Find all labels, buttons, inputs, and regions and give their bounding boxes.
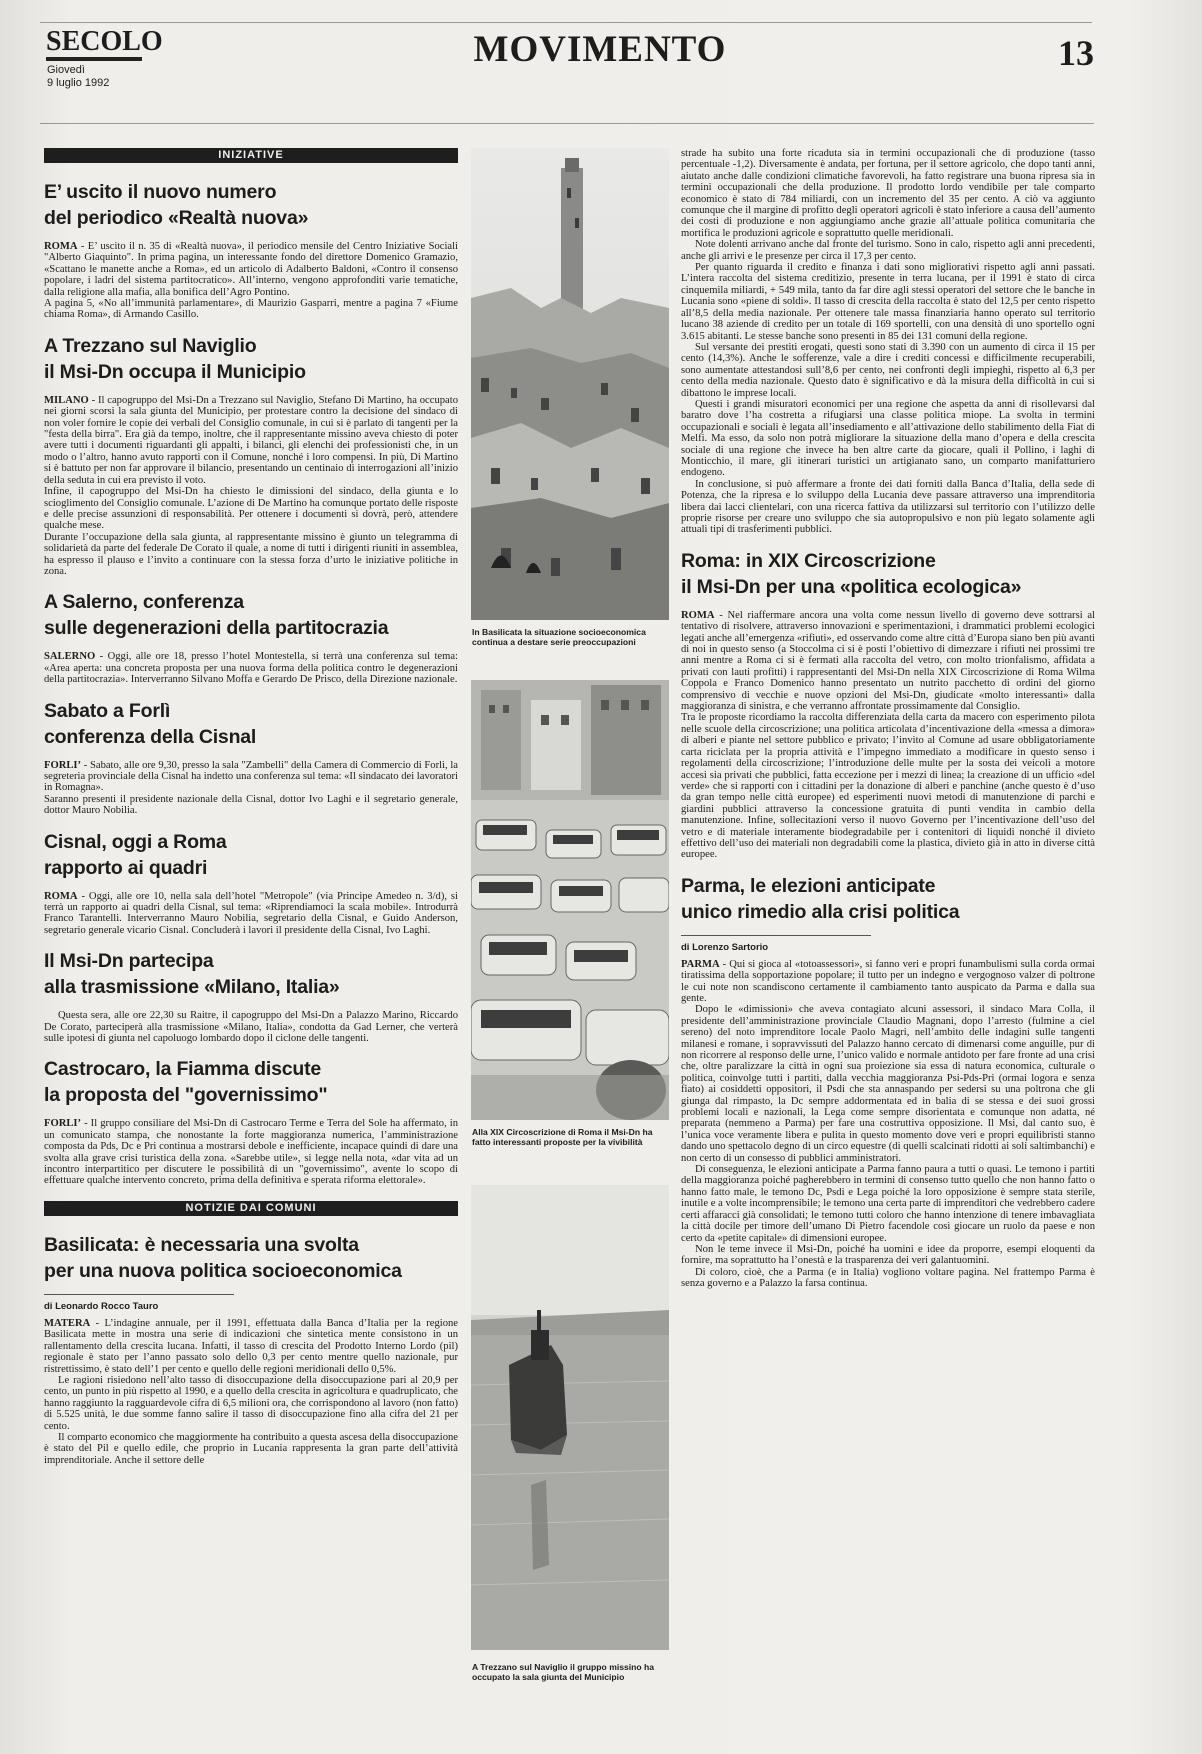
photo-basilicata — [471, 148, 669, 620]
article-roma-circoscrizione — [681, 548, 1095, 861]
headline-line: Castrocaro, la Fiamma discute — [44, 1058, 322, 1081]
dateline: ROMA — [44, 241, 78, 252]
issue-date: 9 luglio 1992 — [47, 77, 110, 89]
article-headline — [44, 1056, 458, 1108]
article-text: - Oggi, alle ore 10, nella sala dell’hotel "Metropole" (via Principe Amedeo n. 3/d), si terrà un rapporto ai quadri della Cisnal, sul tema: «Riprendiamoci la scala mobile». Introdurrà Franco Tarantelli. Interverranno Mauro Nobilia, segretario della Cisnal, e Guido Anderson, segretario generale vicario Cisnal. Concluderà i lavori il presidente della Cisnal, Ivo Laghi. — [44, 890, 458, 936]
article-text: Questa sera, alle ore 22,30 su Raitre, il capogruppo del Msi-Dn a Palazzo Marino, Riccardo De Corato, parteciperà alla trasmissione «Milano, Italia», condotta da Gad Lerner, che verterà sulle ipotesi di giunta nel capoluogo lombardo dopo il ciclone delle tangenti. — [44, 1010, 458, 1045]
article-milano-italia — [44, 948, 458, 1044]
article-body — [681, 959, 1095, 1290]
headline-line: del periodico «Realtà nuova» — [44, 207, 309, 229]
article-body — [44, 760, 458, 817]
dateline: MILANO — [44, 394, 89, 406]
article-headline — [681, 548, 1095, 600]
article-text: - Nel riaffermare ancora una volta come nessun livello di governo deve sottrarsi al tentativo di risolvere, attraverso innovazioni e sperimentazioni, i drammatici problemi ecologici legati anche all’emergenza «rifiuti», ed osservando come altre città d’Europa siano ben più avanti di noi in questo senso (a Stoccolma ci si è posti l’obiettivo di dimezzare i rifiuti nei prossimi tre anni mentre a Roma ci si è fermati alla raccolta del vetro, con molto trionfalismo, affidata a privati con lauti profitti) i rappresentanti del Msi-Dn nella XIX Circoscrizione di Roma Wilma Coppola e Franco Domenico hanno presentato un nutrito pacchetto di ordini del giorno comprensivo di vecchie e nuove opzioni del Msi-Dn, giudicate «molto interessanti» dalla maggioranza di sinistra, e che verranno affrontate prossimamente dal Consiglio. — [681, 609, 1095, 713]
frame-top-rule — [40, 123, 1094, 124]
headline-line: il Msi-Dn occupa il Municipio — [44, 360, 306, 383]
article-text: Per quanto riguarda il credito e finanza i dati sono migliorativi rispetto agli anni passati. L’intera raccolta del sistema creditizio, presente in terra lucana, per il 1991 è stato di circa cinquemila miliardi, + 549 mila, tanto da far dire agli stessi operatori del settore che le banche in Lucania sono «piene di soldi». Il tasso di crescita della raccolta è stato del 12,5 per cento rispetto all’8,5 della media nazionale. Per ottenere tale massa finanziaria hanno operato sul territorio lucano 38 aziende di credito per un totale di 169 sportelli, con una densità di uno sportello ogni 3.615 abitanti. Le stesse banche sono presenti in 85 dei 131 comuni della regione. — [681, 262, 1095, 342]
article-text: Non le teme invece il Msi-Dn, poiché ha uomini e idee da proporre, esempi eloquenti da fornire, ma soprattutto ha l’onestà e la trasparenza dei veri galantuomini. — [681, 1243, 1095, 1267]
photo-caption: Alla XIX Circoscrizione di Roma il Msi-Dn ha fatto interessanti proposte per la vivibilità — [472, 1127, 653, 1147]
photo-caption: In Basilicata la situazione socioeconomica continua a destare serie preoccupazioni — [472, 627, 646, 647]
article-text: - L’indagine annuale, per il 1991, effettuata dalla Banca d’Italia per la regione Basilicata mette in mostra una serie di indicazioni che sintetica mente consistono in un rallentamento della crescita lucana. Infatti, il tasso di crescita del Prodotto Interno Lordo (pil) regionale è stato per l’anno passato solo dello 0,3 per cento mentre quello nazionale, pur ristrettissimo, è stato dell’1 per cento e quello delle regioni meridionali dello 0,5%. — [44, 1317, 458, 1375]
dateline: ROMA — [44, 890, 78, 902]
left-column — [44, 148, 458, 1478]
dateline: MATERA — [44, 1317, 91, 1329]
photo-roma-traffic — [471, 680, 669, 1120]
headline-line: sulle degenerazioni della partitocrazia — [44, 617, 389, 640]
article-cisnal-roma — [44, 829, 458, 937]
article-basilicata-continued — [681, 148, 1095, 536]
dateline: PARMA — [681, 958, 720, 970]
parked-cars-image — [471, 680, 669, 1120]
article-text: Note dolenti arrivano anche dal fronte del turismo. Sono in calo, rispetto agli anni precedenti, anche gli arrivi e le presenze per circa il 17,3 per cento. — [681, 239, 1095, 262]
headline-line: Basilicata: è necessaria una svolta — [44, 1233, 359, 1256]
article-headline — [44, 829, 458, 881]
article-text: Durante l’occupazione della sala giunta, al rappresentante missino è giunto un telegramma di solidarietà da parte del federale De Corato il quale, a nome di tutti i dirigenti riuniti in assemblea, ha espresso il plauso e l’invito a continuare con la stessa forza d’urto le iniziative politiche in zona. — [44, 531, 458, 577]
hilltown-image — [471, 148, 669, 620]
dateline: ROMA — [681, 609, 715, 621]
article-text: Tra le proposte ricordiamo la raccolta differenziata della carta da macero con esperimento pilota nelle scuole della circoscrizione; una politica articolata d’incentivazione della «messa a dimora» di alberi e piante nel settore pubblico e privato; l’invito al Comune ad usare obbligatoriamente carta riciclata per la propria attività e l’impegno immediato a modificare in questo senso i regolamenti della circoscrizione; l’introduzione delle multe per la sosta dei veicoli a motore accesi sia privati che pubblici, fatta eccezione per i mezzi di linea; la creazione di un ufficio «del verde» che si rapporti con i cittadini per la donazione di alberi e panchine (anche questo è d’uso da gran tempo nelle città europee) ed esperimenti nuovi metodi di manutenzione di parchi e giardini pubblici attraverso la concessione gratuita di punti vendita in cambio della manutenzione. Infine, sollecitazioni verso il nuovo Governo per l’incentivazione dell’uso del vetro e di materiale interamente biodegradabile per i contenitori di liquidi nonché il divieto effettivo dell’uso dei materiali non degradabili come la plastica, divieto già in atto in diverse città europee. — [681, 712, 1095, 861]
article-text: Dopo le «dimissioni» che aveva contagiato alcuni assessori, il sindaco Mara Colla, il presidente dell’amministrazione provinciale Claudio Magnani, dopo l’arresto (fulmine a ciel sereno) del noto imprenditore locale Paolo Magri, nell’ambito delle indagini sulle tangenti milanesi e romane, i sopravvissuti del Palazzo hanno cercato di dimenarsi come anguille, pur di non ricorrere al responso delle urne, l’unico valido e normale antidoto per fare fronte ad una crisi che, oltre paralizzare la città in ogni sua proiezione sia essa di natura economica, culturale o politica, coinvolge tutti i partiti, dalla vecchia maggioranza Psi-Pds-Pri (ormai logora e senza fiato) ai cosiddetti oppositori, il Psdi che sta annaspando per sedersi su una poltrona che gli giunga dal rimpasto, la Dc sempre addormentata ed in balia di se stessa e dei suoi grossi problemi locali e nazionali, la Lega come sempre disorientata e comunque non adatta, né preparata (nemmeno a Parma) per fare una costruttiva opposizione. Il Msi, dal canto suo, è l’unica voce veramente libera e pulita in questo momento dove veri e propri equilibristi stanno dando uno spettacolo degno di un circo equestre (di quelli scalcinati ridotti ai soli saltimbanchi) e non certo di un consesso di pubblici amministratori. — [681, 1004, 1095, 1164]
article-basilicata — [44, 1232, 458, 1466]
page-number: 13 — [1058, 33, 1094, 73]
headline-line: unico rimedio alla crisi politica — [681, 900, 960, 923]
headline-line: Parma, le elezioni anticipate — [681, 874, 936, 897]
article-parma — [681, 873, 1095, 1290]
section-banner-iniziative: INIZIATIVE — [44, 148, 458, 163]
article-text: - Oggi, alle ore 18, presso l’hotel Montestella, si terrà una conferenza sul tema: «Area aperta: una concreta proposta per una nuova forma della politica contro le degenerazioni della partitocrazia». Interverranno Silvano Moffa e Gerardo De Prisco, della Direzione nazionale. — [44, 651, 458, 686]
byline: di Lorenzo Sartorio — [681, 935, 871, 953]
headline-line: per una nuova politica socioeconomica — [44, 1259, 402, 1282]
article-text: strade ha subito una forte ricaduta sia in termini occupazionali che di produzione (tasso percentuale -1,2). Diversamente è andata, per fortuna, per il settore agricolo, che dopo tanti anni, aiutato anche dalle condizioni climatiche favorevoli, ha fatto registrare una buona ripresa sia in termini occupazionali che della produzione. Il prodotto lordo vendibile per tale comparto economico è stato di 784 miliardi, con un incremento del 35 per cento. A ciò va aggiunto comunque che il margine di profitto degli operatori agricoli è stato inferiore a causa dell’aumento dei costi di produzione e non aggiungiamo anche grazie all’attuale politica comunitaria che mortifica le produzioni agricole e soprattutto quelle meridionali. — [681, 148, 1095, 239]
article-body — [44, 241, 458, 321]
article-text: A pagina 5, «No all’immunità parlamentare», di Maurizio Gasparri, mentre a pagina 7 «Fiume chiama Roma», di Armando Casillo. — [44, 298, 458, 321]
article-headline — [44, 1232, 458, 1284]
article-text: - Qui si gioca al «totoassessori», si fanno veri e propri funambulismi sulla corda ormai tiratissima della sopportazione popolare; il tutto per un indegno e vergognoso valzer di poltrone le cui note non scandiscono certamente il cambiamento tanto auspicato da Parma e dalla sua gente. — [681, 958, 1095, 1004]
article-body — [681, 148, 1095, 536]
article-headline — [44, 589, 458, 641]
article-text: Il comparto economico che maggiormente ha contribuito a questa ascesa della disoccupazione è stato del Pil e quello edile, che proprio in Lucania rappresenta la gran parte dell’attività imprenditoriale. Anche il settore delle — [44, 1431, 458, 1466]
article-text: Saranno presenti il presidente nazionale della Cisnal, dottor Ivo Laghi e il segretario generale, dottor Mauro Nobilia. — [44, 793, 458, 817]
photo-caption: A Trezzano sul Naviglio il gruppo missino ha occupato la sala giunta del Municipio — [472, 1662, 655, 1682]
article-headline — [681, 873, 1095, 925]
headline-line: A Trezzano sul Naviglio — [44, 334, 257, 357]
headline-line: Cisnal, oggi a Roma — [44, 830, 227, 853]
article-body — [44, 891, 458, 937]
article-text: In conclusione, si può affermare a fronte dei dati forniti dalla Banca d’Italia, della sede di Potenza, che la ripresa e lo sviluppo della Lucania deve passare attraverso una imprenditoria libera dai lacci clientelari, con una ricerca fattiva da utilizzarsi sul territorio con l’utilizzo delle proprie risorse per creare uno sviluppo che sia autopropulsivo e non più legato solamente agli attuali tipi di trasferimenti pubblici. — [681, 478, 1095, 536]
header-rule — [40, 22, 1092, 23]
article-headline — [44, 948, 458, 1000]
headline-line: conferenza della Cisnal — [44, 725, 257, 748]
article-body — [681, 610, 1095, 861]
headline-line: alla trasmissione «Milano, Italia» — [44, 976, 340, 999]
article-salerno — [44, 589, 458, 685]
section-banner-comuni: NOTIZIE DAI COMUNI — [44, 1201, 458, 1216]
article-text: Di coloro, cioè, che a Parma (e in Italia) vogliono voltare pagina. Nel frattempo Parma è senza governo e a Palazzo la farsa continua. — [681, 1266, 1095, 1290]
headline-line: Sabato a Forlì — [44, 699, 171, 722]
article-trezzano — [44, 333, 458, 578]
article-realta-nuova — [44, 179, 458, 321]
headline-line: Il Msi-Dn partecipa — [44, 950, 214, 973]
article-text: Le ragioni risiedono nell’alto tasso di disoccupazione della disoccupazione pari al 20,9 per cento, un punto in più rispetto al 1990, e a quello della crescita in agricoltura e quadruplicato, che hanno raggiunto la ragguardevole cifra di 6,5 milioni ora, che corrispondono al lavoro (non fatto) di 5.525 unità, le due somme fanno salire il tasso di disoccupazione fino alla cifra del 21 per cento. — [44, 1374, 458, 1432]
article-headline — [44, 179, 458, 231]
headline-line: la proposta del "governissimo" — [44, 1084, 328, 1107]
article-body — [44, 1010, 458, 1044]
masthead-bar — [46, 57, 142, 61]
article-text: - Il capogruppo del Msi-Dn a Trezzano sul Naviglio, Stefano Di Martino, ha occupato nei giorni scorsi la sala giunta del Municipio, per protestare contro la decisione del sindaco di non voler fornire le copie dei verbali del Consiglio comunale, in cui si è parlato di tangenti per la "festa della birra". Era già da tempo, inoltre, che il rappresentante missino aveva chiesto di poter avere tutti i documenti riguardanti gli appalti, i bilanci, gli elenchi dei professionisti che, in un modo o l’altro, hanno avuto rapporti con il Comune, nonché i loro compensi. In più, Di Martino si è battuto per non far approvare il bilancio, presentando un centinaio di interrogazioni all’inizio della seduta in cui era previsto il voto. — [44, 394, 458, 486]
article-text: - E’ uscito il n. 35 di «Realtà nuova», il periodico mensile del Centro Iniziative Sociali "Alberto Giaquinto". In prima pagina, un interessante fondo del direttore Domenico Gramazio, «Scattano le manette anche a Roma», ed un articolo di Adalberto Baldoni, «Contro il consenso popolare, i ladri del sistema partitocratico». All’interno, vengono approfonditi varie tematiche, dalla religione alla mafia, alla bonifica dell’Agro Pontino. — [44, 241, 458, 298]
right-column — [681, 148, 1095, 1302]
article-text: Sul versante dei prestiti erogati, questi sono stati di 3.390 con un aumento di circa il 15 per cento (14,3%). Anche le sofferenze, vale a dire i crediti concessi e difficilmente recuperabili, sono aumentate attestandosi sull’8,6 per cento, nei confronti degli impieghi, rispetto al 6,3 per cento della media nazionale. Questo dato è significativo e dà la misura della difficoltà in cui si dibattono le imprese locali. — [681, 341, 1095, 399]
headline-line: rapporto ai quadri — [44, 856, 208, 879]
article-forli-cisnal — [44, 698, 458, 817]
byline: di Leonardo Rocco Tauro — [44, 1294, 234, 1312]
photo-naviglio — [471, 1185, 669, 1650]
article-text: - Il gruppo consiliare del Msi-Dn di Castrocaro Terme e Terra del Sole ha affermato, in un comunicato stampa, che nonostante la forte maggioranza numerica, l’amministrazione composta da Pds, Dc e Pri continua a mostrarsi debole e inefficiente, incapace quindi di dare una svolta alla grave crisi turistica della zona. «Sarebbe utile», si legge nella nota, «dar vita ad un incontro interpartitico per discutere le possibilità di un "governissimo", avente lo scopo di effettuare qualche intervento concreto, prima della definitiva e sperata riforma elettorale». — [44, 1118, 458, 1187]
section-title: MOVIMENTO — [473, 29, 727, 70]
headline-line: Roma: in XIX Circoscrizione — [681, 549, 936, 572]
article-text: - Sabato, alle ore 9,30, presso la sala "Zambelli" della Camera di Commercio di Forlì, la segreteria provinciale della Cisnal ha indetto una conferenza sul tema: «Il sindacato dei lavoratori in Romagna». — [44, 759, 458, 794]
article-castrocaro — [44, 1056, 458, 1186]
article-body — [44, 395, 458, 578]
issue-day: Giovedì — [47, 64, 85, 76]
article-text: Di conseguenza, le elezioni anticipate a Parma fanno paura a tutti o quasi. Le temono i partiti della maggioranza poiché pagherebbero in termini di consenso tutto quello che non hanno fatto o hanno fatto male, le temono Dc, Psdi e Lega poiché la loro opposizione è sempre stata sterile, inutile e a volte incomprensibile; le temono una certa parte di imprenditori che vedrebbero cadere certi affaracci già consolidati; le temono tutti coloro che hanno intenzione di tenere imbavagliata la città docile per timore dell’umano Di Pietro facendole così giocare un ruolo da paese e non certo da «petite capitale» di dimensioni europee. — [681, 1164, 1095, 1244]
article-text: Infine, il capogruppo del Msi-Dn ha chiesto le dimissioni del sindaco, della giunta e lo scioglimento del Consiglio comunale. L’azione di De Martino ha comunque portato delle risposte e delle precise assunzioni di responsabilità. Per ottenere i documenti si dovrà, però, attendere qualche mese. — [44, 486, 458, 532]
article-body — [44, 651, 458, 685]
article-headline — [44, 333, 458, 385]
dateline: FORLI’ — [44, 759, 82, 771]
headline-line: il Msi-Dn per una «politica ecologica» — [681, 575, 1022, 598]
article-body — [44, 1318, 458, 1466]
masthead: SECOLO — [46, 26, 163, 57]
boat-on-water-image — [471, 1185, 669, 1650]
article-body — [44, 1118, 458, 1186]
headline-line: E’ uscito il nuovo numero — [44, 181, 277, 203]
dateline: SALERNO — [44, 651, 96, 663]
article-text: Questi i grandi misuratori economici per una regione che aspetta da anni di risollevarsi dal baratro dove l’ha costretta a rifugiarsi una classe politica miope. La svolta in termini occupazionali e sociali è legata all’insediamento e all’attivazione dello stabilimento della Fiat di Melfi. Ma esso, da solo non potrà migliorare la situazione della mano d’opera e della crescita sociale di una regione che invece ha ben altre carte da giocare, quali il Pollino, i laghi di Monticchio, il mare, gli itinerari turistici un artigianato sano, un comparto manifatturiero endogeno. — [681, 398, 1095, 479]
headline-line: A Salerno, conferenza — [44, 591, 244, 614]
article-headline — [44, 698, 458, 750]
dateline: FORLI’ — [44, 1118, 82, 1130]
